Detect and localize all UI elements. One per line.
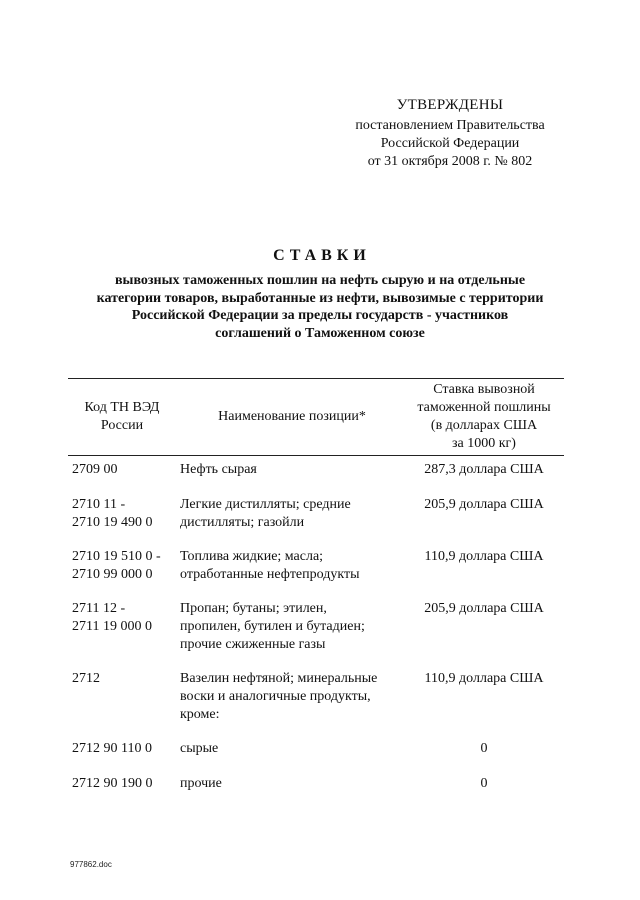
header-rate-line-3: (в долларах США	[430, 418, 538, 433]
approval-block	[320, 96, 580, 171]
row-rate: 110,9 доллара США	[424, 549, 544, 564]
header-rate-line-1: Ставка вывозной	[433, 382, 535, 397]
table-row	[68, 461, 564, 479]
row-name-line: прочие сжиженные газы	[180, 637, 326, 652]
header-rate-line-4: за 1000 кг)	[452, 436, 516, 451]
table-header	[68, 378, 564, 456]
row-name-line: дистилляты; газойли	[180, 515, 305, 530]
row-rate: 205,9 доллара США	[424, 497, 544, 512]
row-code	[68, 775, 176, 793]
document-file-code: 977862.doc	[70, 860, 112, 869]
row-name-line: прочие	[180, 776, 222, 791]
row-code-line: 2710 11 -	[72, 497, 126, 512]
approval-heading: УТВЕРЖДЕНЫ	[396, 97, 504, 113]
row-code-line: 2710 99 000 0	[72, 567, 153, 582]
row-name	[176, 496, 404, 532]
row-rate: 0	[480, 776, 488, 791]
row-code-line: 2712 90 190 0	[72, 776, 153, 791]
table-row	[68, 740, 564, 758]
row-name	[176, 548, 404, 584]
row-code-line: 2709 00	[72, 462, 118, 477]
row-code	[68, 740, 176, 758]
row-code	[68, 670, 176, 688]
table-row	[68, 775, 564, 793]
row-name	[176, 461, 404, 479]
row-code	[68, 600, 176, 636]
row-rate: 205,9 доллара США	[424, 601, 544, 616]
document-title: СТАВКИ	[273, 247, 371, 264]
row-name-line: Легкие дистилляты; средние	[180, 497, 351, 512]
row-code-line: 2710 19 510 0 -	[72, 549, 161, 564]
row-name-line: пропилен, бутилен и бутадиен;	[180, 619, 365, 634]
row-rate: 110,9 доллара США	[424, 671, 544, 686]
row-name-line: Пропан; бутаны; этилен,	[180, 601, 327, 616]
header-code-line-1: Код ТН ВЭД	[84, 400, 160, 415]
approval-line-3: от 31 октября 2008 г. № 802	[367, 154, 533, 169]
row-code-line: 2712 90 110 0	[72, 741, 152, 756]
row-name	[176, 775, 404, 793]
row-name	[176, 670, 404, 724]
subtitle-line-2: категории товаров, выработанные из нефти, вывозимые с территории	[96, 290, 544, 306]
row-name-line: отработанные нефтепродукты	[180, 567, 360, 582]
approval-line-2: Российской Федерации	[380, 136, 520, 151]
row-name-line: Вазелин нефтяной; минеральные	[180, 671, 378, 686]
header-code-line-2: России	[100, 418, 144, 433]
row-code-line: 2711 12 -	[72, 601, 126, 616]
row-rate: 287,3 доллара США	[424, 462, 544, 477]
table-row	[68, 670, 564, 724]
row-code	[68, 461, 176, 479]
row-code-line: 2710 19 490 0	[72, 515, 153, 530]
row-code	[68, 548, 176, 584]
header-name	[176, 408, 404, 426]
row-name	[176, 740, 404, 758]
row-name-line: воски и аналогичные продукты,	[180, 689, 371, 704]
approval-line-1: постановлением Правительства	[355, 118, 545, 133]
row-name-line: кроме:	[180, 707, 220, 722]
row-name	[176, 600, 404, 654]
header-rate	[404, 381, 564, 453]
row-code-line: 2711 19 000 0	[72, 619, 152, 634]
row-rate: 0	[480, 741, 488, 756]
subtitle-line-4: соглашений о Таможенном союзе	[215, 325, 425, 341]
header-code	[68, 399, 176, 435]
rates-table	[68, 378, 564, 791]
document-subtitle	[70, 272, 570, 342]
row-name-line: Нефть сырая	[180, 462, 257, 477]
subtitle-line-1: вывозных таможенных пошлин на нефть сырую и на отдельные	[114, 273, 526, 288]
header-rate-line-2: таможенной пошлины	[417, 400, 551, 415]
subtitle-line-3: Российской Федерации за пределы государств - участников	[131, 308, 509, 323]
table-row	[68, 548, 564, 584]
row-name-line: сырые	[180, 741, 219, 756]
row-code-line: 2712	[72, 671, 100, 686]
row-name-line: Топлива жидкие; масла;	[180, 549, 324, 564]
table-row	[68, 496, 564, 532]
table-row	[68, 600, 564, 654]
row-code	[68, 496, 176, 532]
header-name-line-1: Наименование позиции*	[218, 409, 366, 424]
